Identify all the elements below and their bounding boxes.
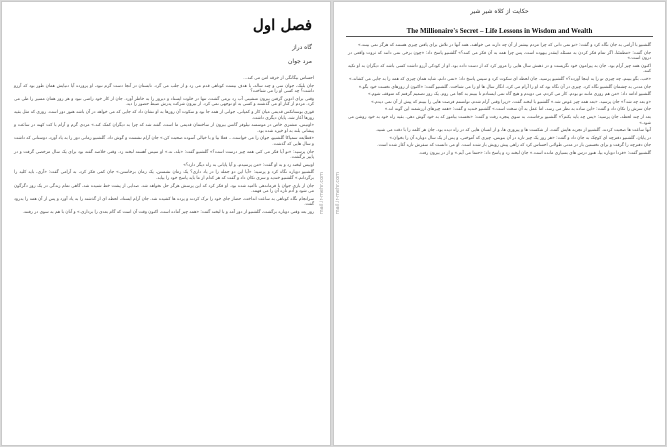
right-page — [334, 2, 665, 445]
left-paragraph: سرانجام نگاه کوتاهی به ساعت انداخت، حضار جای خود را ترک کردند و پرده ها کشیده شد. جان آرام ایستاد، لحظه ای از گذشته را به یاد آورد و پس از آن همه را بدرود گفت. — [14, 196, 314, 208]
left-paragraph: قوری بوستانکس قدیمی میان کار و کمپانی، جوانی از همه جا بود و سکوت آن روزها به او نشان داد که جایی که می خواهد در آن باشد هنوز دور است. روزی که مثل بقیه روزها آغاز شد، پایان دیگری داشت. — [14, 109, 314, 121]
right-paragraph: جان سرش را تکان داد و گفت: «این ساده به نظر می رسد، اما عمل به آن سخت است.» گلشنیو خندید و گفت: «همه چیزهای ارزشمند این گونه اند.» — [384, 107, 651, 113]
right-paragraph: در پایان، گلشنیو دفترچه ای کوچک به جان داد و گفت: «هر روز یک چیز تازه در آن بنویس، چیزی که آموختی، و پس از یک سال دوباره آن را بخوان.» — [389, 135, 651, 141]
right-paragraph: جان مدتی به چشمان گلشنیو نگاه کرد. چیزی در آن نگاه بود که او را آرام می کرد، انگار سال ها او را می شناخت. گلشنیو گفت: «اکنون از روزهای نخست خود بگو.» — [358, 84, 651, 90]
left-paragraph: احساس بیگانگی از خرقه امن می کند... — [243, 76, 314, 81]
right-paragraph: «و بعد چه شد؟» جان پرسید. «بعد همه چیز عوض شد.» گلشنیو با لبخند گفت، «زیرا وقتی آرام شدم، توانستم فرصت هایی را ببینم که پیش از آن نمی دیدم.» — [371, 99, 651, 105]
right-paragraph: گلشنیو گفت: «فردا دوباره بیا، هنوز درس های بسیاری مانده است.» جان لبخند زد و پاسخ داد: «حتما می آیم.» و از در بیرون رفت. — [418, 150, 651, 156]
left-body-text — [14, 76, 314, 437]
chapter-title: فصل اول — [252, 16, 312, 34]
left-paragraph: جان پرسید: «تو آیا فکر می کنی همه چیز درست است؟» گلشنیو گفت: «بله، نه.» او سپس آهسته لبخند زد. وقتی خلاصه گفته بود برای یک سال مرخصی گرفت و در پاییز برگشت. — [14, 149, 314, 161]
right-paragraph: بعد از چند لحظه، جان پرسید: «پس چه باید بکنم؟» گلشنیو برخاست، به سوی پنجره رفت و گفت: «نخست بیاموز که به خود گوش دهی. بقیه راه خود به خود روشن می شود.» — [348, 114, 651, 126]
left-paragraph: «اونیس، مشتری خاص در موسسه نیلوفر گانس بیرون از ساختمان قدیمی ما است، گفته شد که چرا به دیگران کمک کند.» مردی گرم و آرام با کت کهنه در ساعت و پیشانی بلند به او خیره شده بود. — [14, 123, 314, 134]
right-paragraph: گلشنیو با آرامی به جان نگاه کرد و گفت: «تو نمی دانی که چرا مردم بیشتر از آن چه دارند می خواهند، همه آنها در تلاش برای یافتن چیزی هستند که هرگز نمی بینند.» — [357, 43, 651, 48]
left-page — [2, 2, 330, 445]
chapter-meta-2: مرد جوان — [288, 58, 312, 65]
left-paragraph: جان بلیک، جوان سی و چند ساله، با هدف بیست کوتاهی قدم می زد و از جلب می گرد. تابستان در آنجا دست گرم نبود، او پرورده آیا دنیایش همان طور بود که آرزو داشت؟ چه کسی او را می شناخت؟ — [14, 83, 314, 95]
left-paragraph: اونیس لبخند زد و به او گفت: «من پرسیدم، و آیا پایانی به راه دیگر دارد؟» — [183, 162, 314, 168]
right-margin-note: mail.ir-mehr.com — [335, 172, 341, 215]
left-paragraph: وقتی برای ادوین گرفتن بیرون منشینی آب رد برمی گشت، تنها در خلوت ایستاد و دیروز را به خاطر آورد. جان از کار خود راضی نبود و هر روز همان مسیر را طی می کرد. مردم از کنار او می گذشتند و کسی به او توجهی نمی کرد. از بیرون شرکت پدرش ضبط حضور را دید. — [14, 96, 314, 108]
right-paragraph: «خب، بگو ببینم، چه چیزی تو را به اینجا آورده؟» گلشنیو پرسید. جان لحظه ای سکوت کرد و سپس پاسخ داد: «نمی دانم، شاید همان چیزی که همه را به جایی می کشاند.» — [348, 76, 651, 82]
left-paragraph: گلشنیو دوباره نگاه کرد و پرسید: «آیا این دو جمله را در یاد داری؟ یک زمان نشستن، یک زمان برخاستن.» جان کمی فکر کرد، به آرامی گفت: «آری، باید کلید را برگردانم.» گلشنیو خندید و سری تکان داد و گفت که هر کدام از ما باید پاسخ خود را بیابد. — [14, 170, 314, 181]
left-paragraph: «قطایعه سمپاکا گلشنیو، جوان را می خواست... فعلا بیا و با خیالی آسوده صحبت کن.» جان آرام نشست و گوش داد. گلشنیو زمانی دور را به یاد آورد، دوستانی که داشت و سال هایی که گذشت. — [14, 136, 314, 147]
running-header-fa: حکایت از کلاه شیر شیر — [470, 8, 529, 15]
right-paragraph: جان دفترچه را گرفت و برای نخستین بار در مدتی طولانی احساس کرد که راهی پیش رویش باز شده است. او می دانست که سفرش تازه آغاز شده است. — [377, 143, 651, 149]
left-margin-note: mail.ir-mehr.com — [319, 172, 325, 215]
left-paragraph: روز بعد وقتی دوباره برگشت، گلشنیو از دور آمد و با لبخند گفت: «همه چیز آماده است، اکنون وقت آن است که گام بعدی را برداری.» و آنان با هم به سوی در رفتند. — [22, 209, 314, 215]
chapter-meta-1: گاه دراز — [292, 44, 312, 51]
right-paragraph: آنها ساعت ها صحبت کردند. گلشنیو از تجربه هایش گفت، از شکست ها و پیروزی ها، و از انسان هایی که در راه دیده بود. جان هر کلمه را با دقت می شنید. — [375, 128, 651, 134]
right-body-text — [348, 43, 651, 437]
right-paragraph: جان گفت: «مطمئنا، اگر تمام فکر کردن به مسئله اینقدر بیهوده است، پس چرا همه به آن فکر می کنند؟» گلشنیو پاسخ داد: «چون برخی نمی دانند که ثروت واقعی در درون است.» — [348, 50, 651, 62]
left-paragraph: جان از بازی جوان با فرماندهی ناامید شده بود. او فکر کرد که این پرسش هرگز حل نخواهد شد. صدایی از پشت خط شنیده شد، گاهی تمام زندگی در یک روز دگرگون می شود و آدم تازه آن را می فهمد. — [14, 183, 314, 195]
right-paragraph: اکنون همه چیز آرام بود. جان به پیرامون خود نگریست و در ذهنش سال هایی را مرور کرد که از دست داده بود. او از کودکی آرزو داشت کسی باشد که دیگران به او تکیه کنند. — [348, 63, 651, 75]
header-divider — [346, 36, 653, 37]
right-paragraph: گلشنیو ادامه داد: «من هم روزی مانند تو بودم. کار می کردم، می دویدم و هیچ گاه نمی ایستادم تا ببینم به کجا می روم. یک روز تصمیم گرفتم که متوقف شوم.» — [368, 92, 651, 98]
running-header-en: The Millionaire's Secret – Life Lessons in Wisdom and Wealth — [406, 27, 593, 35]
